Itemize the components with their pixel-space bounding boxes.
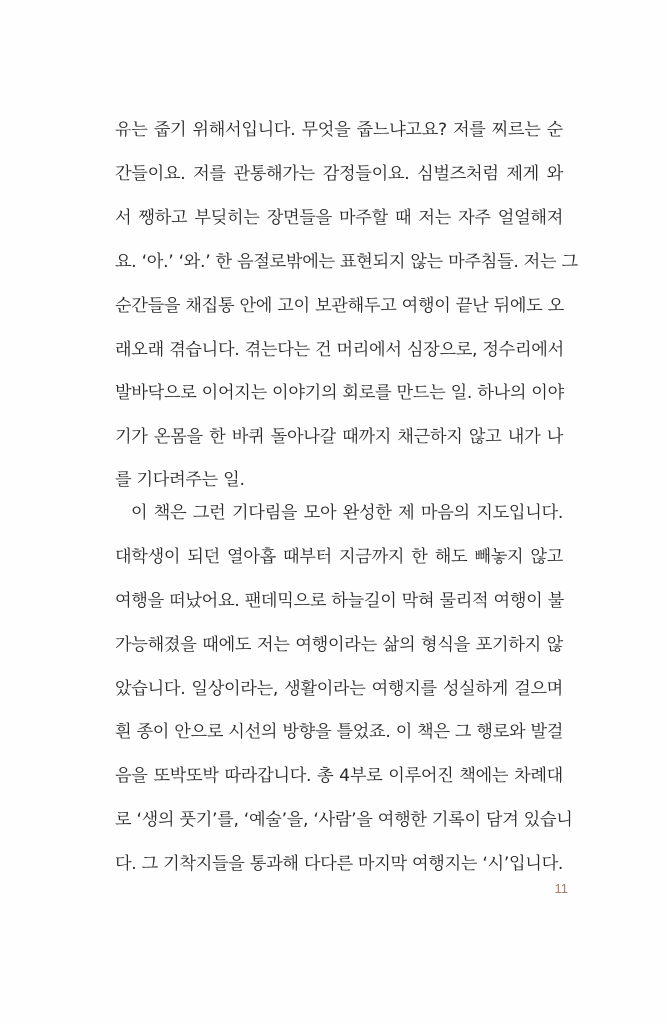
text-line: 래오래 겪습니다. 겪는다는 건 머리에서 심장으로, 정수리에서 <box>115 340 564 360</box>
text-line: 여행을 떠났어요. 팬데믹으로 하늘길이 막혀 물리적 여행이 불 <box>115 591 564 611</box>
text-line: 로 ‘생의 풋기’를, ‘예술’을, ‘사람’을 여행한 기록이 담겨 있습니 <box>115 810 573 830</box>
text-line: 다. 그 기착지들을 통과해 다다른 마지막 여행지는 ‘시’입니다. <box>115 854 564 874</box>
text-line: 흰 종이 안으로 시선의 방향을 틀었죠. 이 책은 그 행로와 발걸 <box>115 722 564 742</box>
text-line: 요. ‘아.’ ‘와.’ 한 음절로밖에는 표현되지 않는 마주침들. 저는 그 <box>115 252 578 272</box>
text-line: 간들이요. 저를 관통해가는 감정들이요. 심벌즈처럼 제게 와 <box>115 164 563 184</box>
text-line: 순간들을 채집통 안에 고이 보관해두고 여행이 끝난 뒤에도 오 <box>115 296 564 316</box>
text-line: 음을 또박또박 따라갑니다. 총 4부로 이루어진 책에는 차례대 <box>115 766 563 786</box>
text-line: 이 책은 그런 기다림을 모아 완성한 제 마음의 지도입니다. <box>131 503 563 523</box>
text-line: 대학생이 되던 열아홉 때부터 지금까지 한 해도 빼놓지 않고 <box>115 547 563 567</box>
page-number: 11 <box>554 881 568 896</box>
text-line: 가능해졌을 때에도 저는 여행이라는 삶의 형식을 포기하지 않 <box>115 635 563 655</box>
text-line: 를 기다려주는 일. <box>115 470 245 490</box>
text-line: 발바닥으로 이어지는 이야기의 회로를 만드는 일. 하나의 이야 <box>115 383 564 403</box>
text-line: 유는 줍기 위해서입니다. 무엇을 줍느냐고요? 저를 찌르는 순 <box>115 120 563 140</box>
text-line: 서 쨍하고 부딪히는 장면들을 마주할 때 저는 자주 얼얼해져 <box>115 208 563 228</box>
text-line: 기가 온몸을 한 바퀴 돌아나갈 때까지 채근하지 않고 내가 나 <box>115 427 563 447</box>
text-line: 았습니다. 일상이라는, 생활이라는 여행지를 성실하게 걸으며 <box>115 679 563 699</box>
